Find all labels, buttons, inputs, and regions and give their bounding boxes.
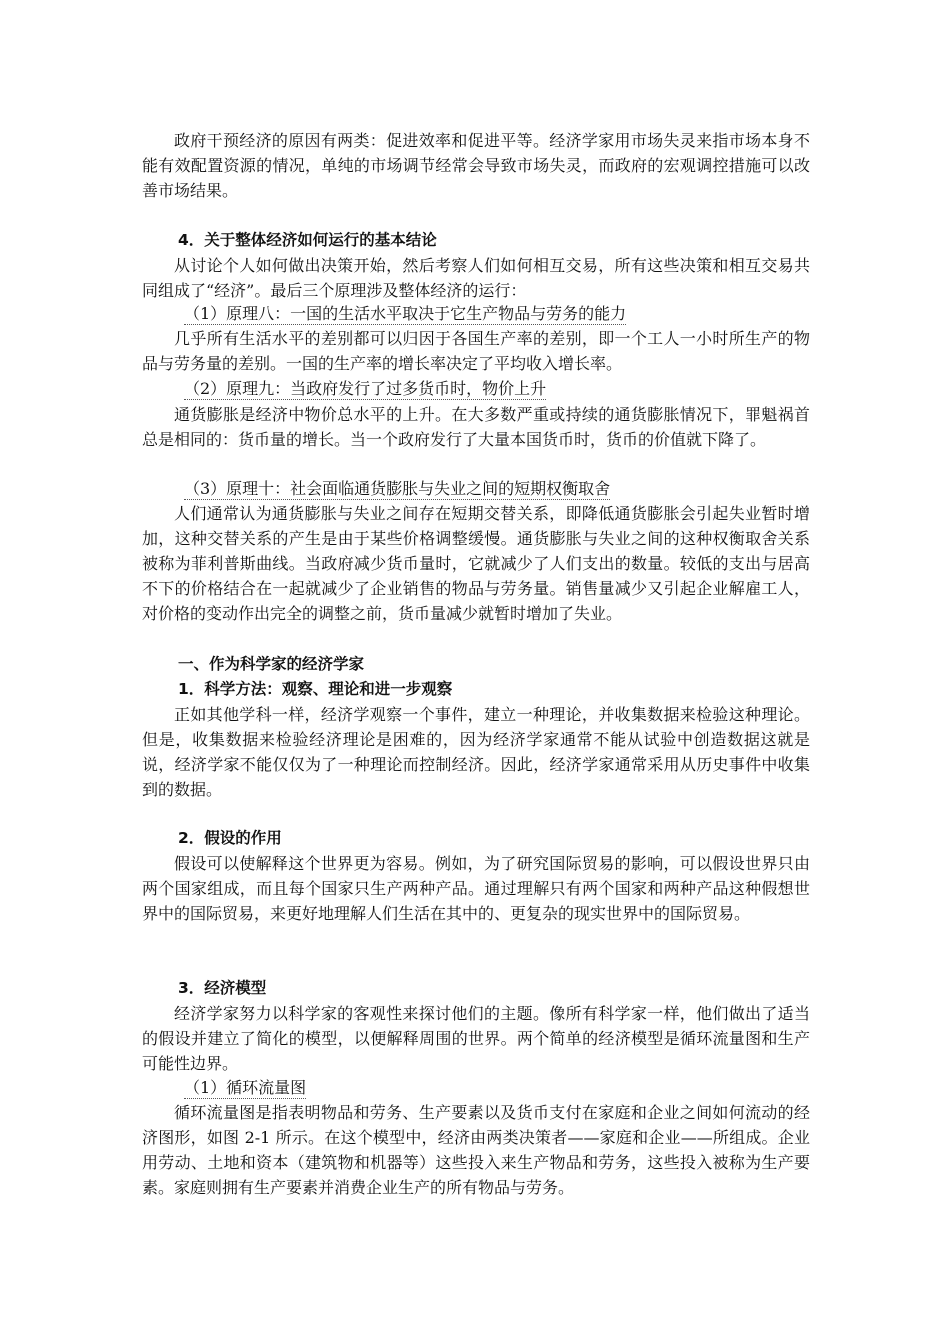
paragraph-government-intervention: 政府干预经济的原因有两类：促进效率和促进平等。经济学家用市场失灵来指市场本身不能有效配置资源的情况，单纯的市场调节经常会导致市场失灵，而政府的宏观调控措施可以改善市场结果。	[142, 131, 810, 200]
heading-role-of-assumptions: 2．假设的作用	[178, 829, 282, 847]
heading-overall-economy: 4．关于整体经济如何运行的基本结论	[178, 231, 437, 249]
paragraph-principle-eight: 几乎所有生活水平的差别都可以归因于各国生产率的差别，即一个工人一小时所生产的物品与劳务量的差别。一国的生产率的增长率决定了平均收入增长率。	[142, 329, 810, 373]
paragraph-economic-models: 经济学家努力以科学家的客观性来探讨他们的主题。像所有科学家一样，他们做出了适当的假设并建立了简化的模型，以便解释周围的世界。两个简单的经济模型是循环流量图和生产可能性边界。	[142, 1004, 810, 1073]
paragraph-role-of-assumptions: 假设可以使解释这个世界更为容易。例如，为了研究国际贸易的影响，可以假设世界只由两个国家组成，而且每个国家只生产两种产品。通过理解只有两个国家和两种产品这种假想世界中的国际贸易，来更好地理解人们生活在其中的、更复杂的现实世界中的国际贸易。	[142, 854, 810, 923]
heading-economic-models: 3．经济模型	[178, 979, 267, 997]
principle-eight-heading	[184, 301, 810, 326]
paragraph-scientific-method: 正如其他学科一样，经济学观察一个事件，建立一种理论，并收集数据来检验这种理论。但是，收集数据来检验经济理论是困难的，因为经济学家通常不能从试验中创造数据这就是说，经济学家不能仅仅为了一种理论而控制经济。因此，经济学家通常采用从历史事件中收集到的数据。	[142, 705, 810, 799]
circular-flow-text: （1）循环流量图	[184, 1078, 307, 1097]
principle-eight-text: （1）原理八：一国的生活水平取决于它生产物品与劳务的能力	[184, 304, 627, 323]
paragraph-circular-flow: 循环流量图是指表明物品和劳务、生产要素以及货币支付在家庭和企业之间如何流动的经济图形，如图 2-1 所示。在这个模型中，经济由两类决策者——家庭和企业——所组成。企业用劳动、土地和资本（建筑物和机器等）这些投入来生产物品和劳务，这些投入被称为生产要素。家庭则拥有生产要素并消费企业生产的所有物品与劳务。	[142, 1103, 810, 1197]
principle-nine-text: （2）原理九：当政府发行了过多货币时，物价上升	[184, 379, 547, 398]
paragraph-principle-nine: 通货膨胀是经济中物价总水平的上升。在大多数严重或持续的通货膨胀情况下，罪魁祸首总是相同的：货币量的增长。当一个政府发行了大量本国货币时，货币的价值就下降了。	[142, 405, 810, 449]
circular-flow-heading	[184, 1075, 810, 1100]
principle-ten-heading	[184, 476, 810, 501]
principle-nine-heading	[184, 376, 810, 401]
paragraph-principle-ten: 人们通常认为通货膨胀与失业之间存在短期交替关系，即降低通货膨胀会引起失业暂时增加，这种交替关系的产生是由于某些价格调整缓慢。通货膨胀与失业之间的这种权衡取舍关系被称为菲利普斯曲线。当政府减少货币量时，它就减少了人们支出的数量。较低的支出与居高不下的价格结合在一起就减少了企业销售的物品与劳务量。销售量减少又引起企业解雇工人，对价格的变动作出完全的调整之前，货币量减少就暂时增加了失业。	[142, 504, 810, 623]
heading-scientific-method: 1．科学方法：观察、理论和进一步观察	[178, 680, 453, 698]
paragraph-overall-economy: 从讨论个人如何做出决策开始，然后考察人们如何相互交易，所有这些决策和相互交易共同组成了“经济”。最后三个原理涉及整体经济的运行：	[142, 256, 810, 300]
principle-ten-text: （3）原理十：社会面临通货膨胀与失业之间的短期权衡取舍	[184, 479, 611, 498]
heading-economist-as-scientist: 一、作为科学家的经济学家	[178, 655, 365, 673]
